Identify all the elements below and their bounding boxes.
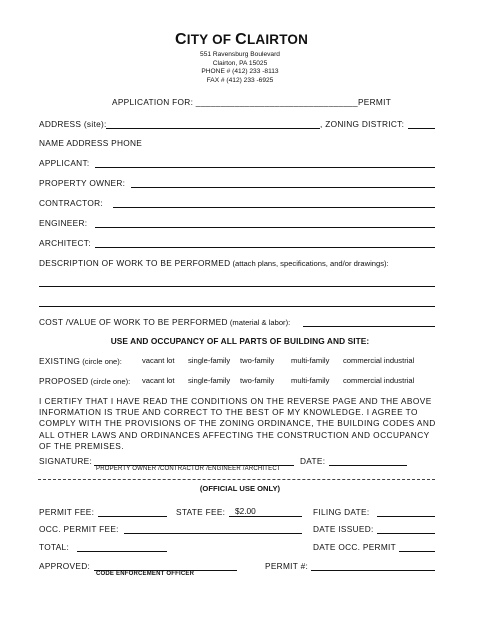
address-line-phone: PHONE # (412) 233 -8113	[201, 68, 279, 76]
total-field[interactable]	[77, 551, 167, 552]
description-field-line-1[interactable]	[39, 286, 435, 287]
state-fee-label: STATE FEE:	[176, 507, 226, 517]
date-issued-field[interactable]	[377, 533, 435, 534]
address-line-city: Clairton, PA 15025	[212, 59, 268, 67]
existing-option-commercial-industrial[interactable]: commercial industrial	[343, 356, 415, 365]
architect-label: ARCHITECT:	[39, 238, 91, 248]
signature-date-field[interactable]	[329, 465, 407, 466]
proposed-option-multi-family[interactable]: multi-family	[291, 376, 330, 385]
cost-value-field[interactable]	[303, 326, 435, 327]
proposed-option-commercial-industrial[interactable]: commercial industrial	[343, 376, 415, 385]
existing-label: EXISTING (circle one):	[39, 356, 122, 366]
use-occupancy-heading: USE AND OCCUPANCY OF ALL PARTS OF BUILDING AND SITE:	[110, 336, 370, 346]
existing-option-single-family[interactable]: single-family	[188, 356, 231, 365]
date-issued-label: DATE ISSUED:	[313, 524, 374, 534]
address-site-field[interactable]	[106, 128, 320, 129]
applicant-field[interactable]	[95, 167, 435, 168]
property-owner-field[interactable]	[131, 187, 435, 188]
contractor-field[interactable]	[113, 207, 435, 208]
cost-value-label: COST /VALUE OF WORK TO BE PERFORMED (material & labor):	[39, 317, 291, 327]
approved-sublabel: CODE ENFORCEMENT OFFICER	[96, 571, 195, 577]
signature-sublabel: PROPERTY OWNER /CONTRACTOR /ENGINEER /ARCHITECT	[96, 466, 281, 472]
occ-permit-fee-field[interactable]	[124, 533, 302, 534]
existing-option-multi-family[interactable]: multi-family	[291, 356, 330, 365]
filing-date-label: FILING DATE:	[313, 507, 370, 517]
occ-permit-fee-label: OCC. PERMIT FEE:	[39, 524, 119, 534]
proposed-option-single-family[interactable]: single-family	[188, 376, 231, 385]
permit-number-label: PERMIT #:	[265, 561, 309, 571]
zoning-district-label: , ZONING DISTRICT:	[320, 119, 405, 129]
state-fee-field[interactable]	[229, 516, 302, 517]
property-owner-label: PROPERTY OWNER:	[39, 178, 126, 188]
description-label: DESCRIPTION OF WORK TO BE PERFORMED (attach plans, specifications, and/or drawings):	[39, 258, 389, 268]
engineer-label: ENGINEER:	[39, 218, 88, 228]
address-line-fax: FAX # (412) 233 -6925	[206, 76, 274, 84]
address-site-label: ADDRESS (site):	[39, 119, 107, 129]
signature-label: SIGNATURE:	[39, 456, 93, 466]
zoning-district-field[interactable]	[408, 128, 435, 129]
date-occ-permit-label: DATE OCC. PERMIT	[313, 542, 397, 552]
proposed-label: PROPOSED (circle one):	[39, 376, 131, 386]
name-address-phone-heading: NAME ADDRESS PHONE	[39, 138, 143, 148]
official-use-heading: (OFFICIAL USE ONLY)	[199, 484, 281, 493]
engineer-field[interactable]	[95, 227, 435, 228]
applicant-label: APPLICANT:	[39, 158, 90, 168]
official-use-divider	[38, 479, 435, 480]
date-occ-permit-field[interactable]	[399, 551, 435, 552]
existing-option-two-family[interactable]: two-family	[240, 356, 275, 365]
proposed-option-two-family[interactable]: two-family	[240, 376, 275, 385]
proposed-option-vacant-lot[interactable]: vacant lot	[142, 376, 175, 385]
application-for-field[interactable]: APPLICATION FOR: _________________________________PERMIT	[112, 97, 392, 107]
description-field-line-2[interactable]	[39, 306, 435, 307]
certification-statement: I CERTIFY THAT I HAVE READ THE CONDITIONS ON THE REVERSE PAGE AND THE ABOVE INFORMATION IS TRUE AND CORRECT TO THE BEST OF MY KNOWLEDGE. I AGREE TO COMPLY WITH THE PROVISIONS OF THE ZONING ORDINANCE, THE BUILDING CODES AND ALL OTHER LAWS AND ORDINANCES AFFECTING THE CONSTRUCTION AND OCCUPANCY OF THE PREMISES.	[39, 396, 436, 451]
city-address-block	[160, 51, 320, 85]
contractor-label: CONTRACTOR:	[39, 198, 103, 208]
existing-option-vacant-lot[interactable]: vacant lot	[142, 356, 175, 365]
permit-fee-field[interactable]	[98, 516, 167, 517]
signature-date-label: DATE:	[300, 456, 326, 466]
architect-field[interactable]	[95, 247, 435, 248]
filing-date-field[interactable]	[377, 516, 435, 517]
approved-label: APPROVED:	[39, 561, 91, 571]
total-label: TOTAL:	[39, 542, 70, 552]
permit-number-field[interactable]	[311, 570, 435, 571]
city-title: CITY OF CLAIRTON	[175, 31, 309, 48]
state-fee-value: $2.00	[235, 506, 256, 516]
permit-fee-label: PERMIT FEE:	[39, 507, 95, 517]
address-line-street: 551 Ravensburg Boulevard	[200, 51, 280, 58]
